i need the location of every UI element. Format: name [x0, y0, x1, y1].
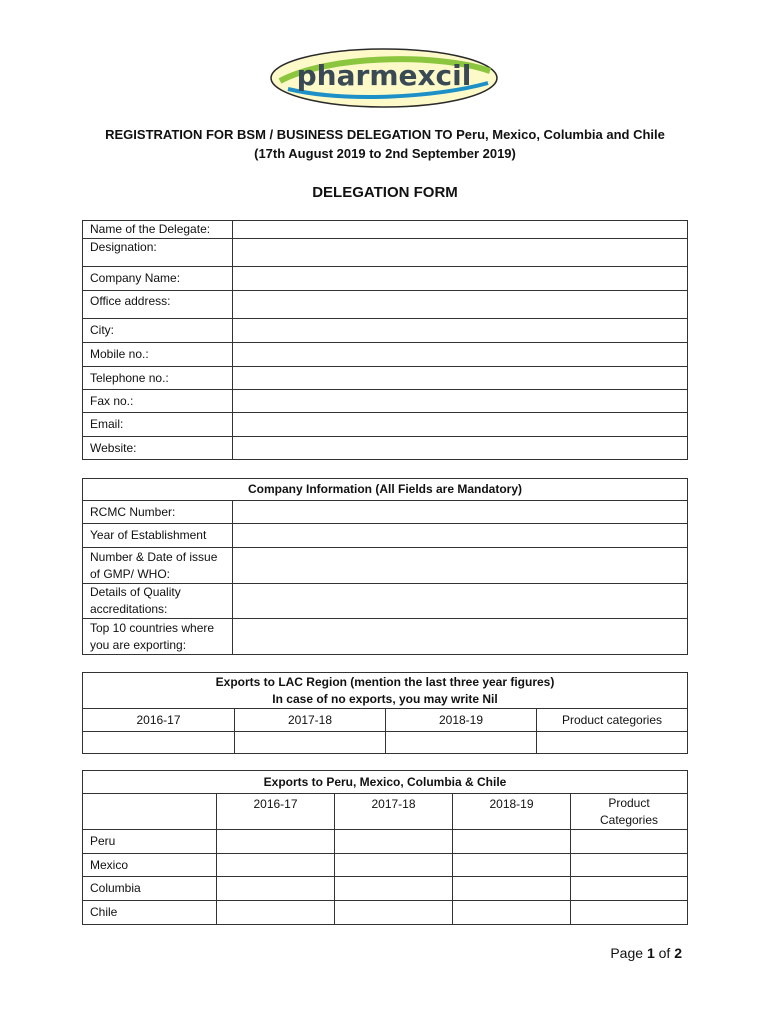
field-input[interactable]	[233, 524, 688, 548]
lac-exports-table	[82, 672, 688, 754]
page-word: Page	[610, 945, 644, 961]
row-label-columbia: Columbia	[83, 877, 217, 901]
lac-exports-heading	[83, 673, 688, 709]
company-info-heading: Company Information (All Fields are Mandatory)	[83, 479, 688, 501]
field-label: Name of the Delegate:	[83, 221, 233, 239]
logo-text: pharmexcil	[296, 59, 472, 92]
table-input-cell[interactable]	[571, 901, 688, 925]
field-input[interactable]	[233, 390, 688, 413]
row-label-mexico: Mexico	[83, 854, 217, 877]
row-label-peru: Peru	[83, 830, 217, 854]
field-input[interactable]	[233, 221, 688, 239]
field-label: Fax no.:	[83, 390, 233, 413]
field-input[interactable]	[233, 501, 688, 524]
field-label: Details of Quality accreditations:	[83, 584, 233, 619]
field-input[interactable]	[233, 437, 688, 460]
column-header: 2016-17	[217, 794, 335, 830]
column-header: 2018-19	[453, 794, 571, 830]
table-input-cell[interactable]	[571, 830, 688, 854]
table-input-cell[interactable]	[453, 877, 571, 901]
field-input[interactable]	[233, 367, 688, 390]
field-label: Year of Establishment	[83, 524, 233, 548]
lac-heading-line1: Exports to LAC Region (mention the last three year figures)	[215, 674, 555, 689]
table-input-cell[interactable]	[386, 732, 537, 754]
company-info-table	[82, 478, 688, 655]
column-header: Product categories	[537, 709, 688, 732]
field-label: City:	[83, 319, 233, 343]
table-input-cell[interactable]	[235, 732, 386, 754]
column-header: 2018-19	[386, 709, 537, 732]
of-word: of	[658, 945, 671, 961]
table-input-cell[interactable]	[537, 732, 688, 754]
total-page-number: 2	[674, 945, 682, 961]
field-label: Office address:	[83, 291, 233, 319]
column-header: 2017-18	[235, 709, 386, 732]
field-input[interactable]	[233, 619, 688, 655]
field-label: Top 10 countries where you are exporting:	[83, 619, 233, 655]
current-page-number: 1	[646, 945, 655, 961]
table-input-cell[interactable]	[335, 877, 453, 901]
field-label: Website:	[83, 437, 233, 460]
field-label: Mobile no.:	[83, 343, 233, 367]
column-header: Product Categories	[571, 794, 688, 830]
table-input-cell[interactable]	[571, 877, 688, 901]
column-header: 2016-17	[83, 709, 235, 732]
field-input[interactable]	[233, 548, 688, 584]
table-input-cell[interactable]	[335, 854, 453, 877]
empty-header-cell	[83, 794, 217, 830]
field-input[interactable]	[233, 413, 688, 437]
field-input[interactable]	[233, 267, 688, 291]
table-input-cell[interactable]	[453, 901, 571, 925]
registration-title-line1: REGISTRATION FOR BSM / BUSINESS DELEGATION TO Peru, Mexico, Columbia and Chile	[105, 127, 665, 142]
table-input-cell[interactable]	[217, 901, 335, 925]
field-input[interactable]	[233, 239, 688, 267]
table-input-cell[interactable]	[335, 830, 453, 854]
table-input-cell[interactable]	[217, 877, 335, 901]
table-input-cell[interactable]	[335, 901, 453, 925]
field-label: Email:	[83, 413, 233, 437]
country-exports-heading: Exports to Peru, Mexico, Columbia & Chile	[83, 771, 688, 794]
country-exports-table	[82, 770, 688, 925]
field-label: Telephone no.:	[83, 367, 233, 390]
table-input-cell[interactable]	[217, 830, 335, 854]
field-input[interactable]	[233, 291, 688, 319]
field-label: Designation:	[83, 239, 233, 267]
lac-heading-line2: In case of no exports, you may write Nil	[272, 691, 498, 706]
table-input-cell[interactable]	[83, 732, 235, 754]
column-header: 2017-18	[335, 794, 453, 830]
field-label: RCMC Number:	[83, 501, 233, 524]
delegate-details-table	[82, 220, 688, 460]
field-input[interactable]	[233, 319, 688, 343]
table-input-cell[interactable]	[453, 854, 571, 877]
field-input[interactable]	[233, 343, 688, 367]
table-input-cell[interactable]	[571, 854, 688, 877]
field-input[interactable]	[233, 584, 688, 619]
row-label-chile: Chile	[83, 901, 217, 925]
registration-title-line2: (17th August 2019 to 2nd September 2019)	[254, 146, 516, 161]
page-indicator	[610, 945, 682, 961]
table-input-cell[interactable]	[217, 854, 335, 877]
pharmexcil-logo	[268, 47, 500, 109]
field-label: Number & Date of issue of GMP/ WHO:	[83, 548, 233, 584]
field-label: Company Name:	[83, 267, 233, 291]
form-heading: DELEGATION FORM	[312, 184, 458, 201]
table-input-cell[interactable]	[453, 830, 571, 854]
